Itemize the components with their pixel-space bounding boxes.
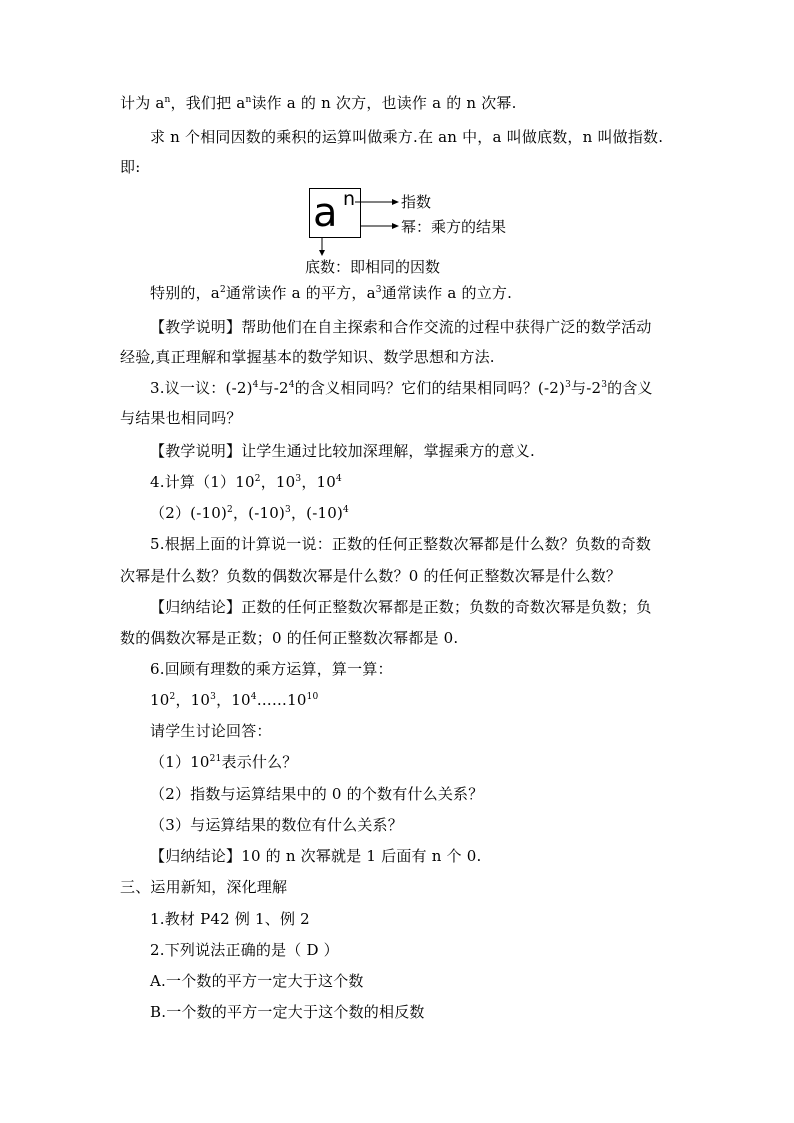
text-line: 即: [120,158,141,176]
text-line: 特别的，$a^2$通常读作 a 的平方，$a^3$通常读作 a 的立方. [150,284,513,302]
text-line: 4.计算$(1)10^2$，$10^3$，$10^4$ [150,473,342,491]
base-symbol: a [313,190,338,236]
text-line: $10^2$，$10^3$，$10^4\dots\dots 10^{10}$ [150,691,319,709]
text-line: 【归纳结论】10 的 n 次幂就是 1 后面有 n 个 0. [150,847,482,865]
text-line: 1.教材 P42 例 1、例 2 [150,910,310,928]
text-line: 3.议一议：$(-2)^4$与$-2^4$的含义相同吗？它们的结果相同吗？$(-2)^3$与$-2^3$的含义 [150,379,653,397]
power-label: 幂：乘方的结果 [401,218,507,236]
exponent-label: 指数 [401,193,432,211]
power-notation-diagram [300,182,560,274]
text-line: （3）与运算结果的数位有什么关系？ [150,816,403,834]
text-line: 数的偶数次幂是正数；0 的任何正整数次幂都是 0. [120,629,459,647]
text-line: 经验,真正理解和掌握基本的数学知识、数学思想和方法. [120,348,495,366]
text-line: 请学生讨论回答： [150,722,272,740]
text-line: 求 n 个相同因数的乘积的运算叫做乘方.在 an 中，a 叫做底数，n 叫做指数. [150,128,664,146]
text-line: 【教学说明】帮助他们在自主探索和合作交流的过程中获得广泛的数学活动 [150,318,652,336]
exponent-symbol: n [343,188,356,210]
text-line: 2.下列说法正确的是（ D ） [150,941,339,959]
text-line: $(2)(-10)^2$，$(-10)^3$，$(-10)^4$ [150,504,349,522]
text-line: 次幂是什么数？负数的偶数次幂是什么数？0 的任何正整数次幂是什么数？ [120,567,622,585]
text-line: （2）指数与运算结果中的 0 的个数有什么关系？ [150,785,484,803]
text-line: 与结果也相同吗？ [120,409,242,427]
text-line: 【归纳结论】正数的任何正整数次幂都是正数；负数的奇数次幂是负数；负 [150,598,652,616]
text-line: 6.回顾有理数的乘方运算，算一算： [150,660,393,678]
option-a: A.一个数的平方一定大于这个数 [150,972,364,990]
section-heading: 三、运用新知，深化理解 [120,878,288,896]
option-b: B.一个数的平方一定大于这个数的相反数 [150,1003,425,1021]
text-line: 计为 $a^n$，我们把 $a^n$读作 a 的 n 次方，也读作 a 的 n 次幂. [120,94,517,112]
text-line: $(1)10^{21}$表示什么？ [150,753,298,771]
base-label: 底数：即相同的因数 [305,258,441,276]
text-line: 5.根据上面的计算说一说：正数的任何正整数次幂都是什么数？负数的奇数 [150,535,652,553]
text-line: 【教学说明】让学生通过比较加深理解，掌握乘方的意义. [150,442,535,460]
